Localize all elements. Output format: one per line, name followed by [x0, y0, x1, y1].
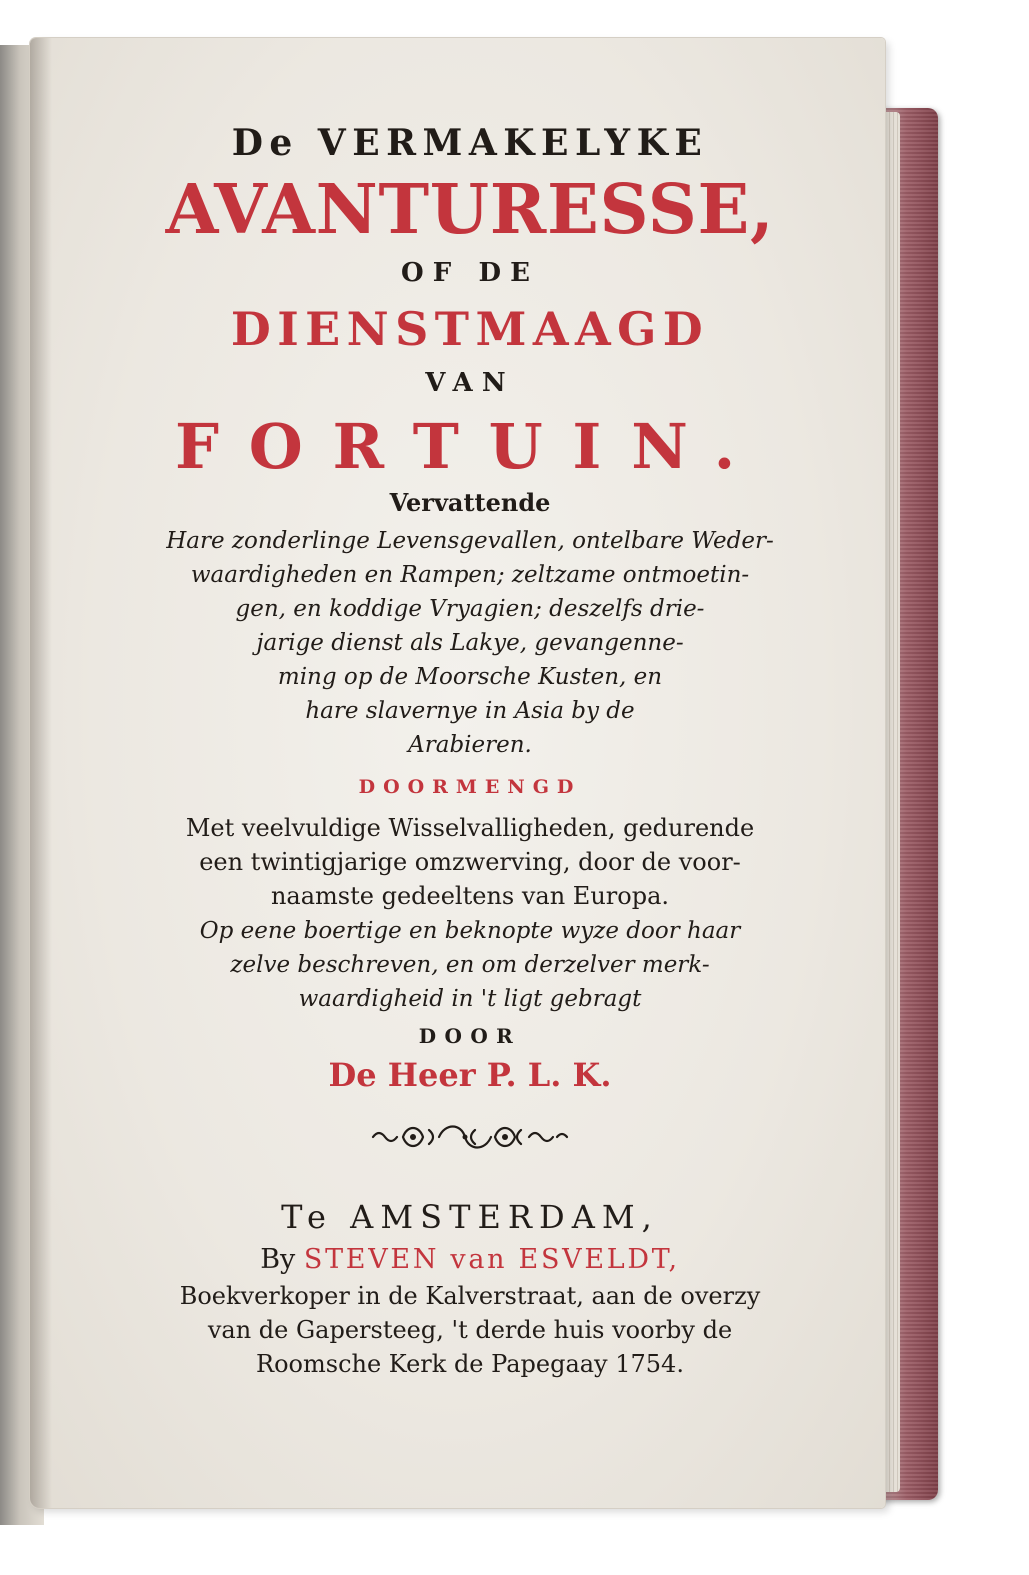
imprint-city: Te AMSTERDAM, [281, 1198, 659, 1236]
description-line-6: hare slavernye in Asia by de [305, 698, 635, 724]
description-line-2: waardigheden en Rampen; zeltzame ontmoetin- [190, 562, 750, 588]
title-line-1: De VERMAKELYKE [231, 122, 709, 164]
imprint-line-2: van de Gapersteeg, 't derde huis voorby de [207, 1316, 733, 1344]
title-line-2: AVANTURESSE, [165, 170, 775, 250]
title-line-5: VAN [425, 368, 515, 398]
description-line-4: jarige dienst als Lakye, gevangenne- [256, 630, 684, 656]
description-line-7: Arabieren. [408, 732, 532, 758]
doormengd-line-3: naamste gedeeltens van Europa. [270, 882, 670, 910]
imprint-publisher-line [110, 1244, 830, 1275]
imprint-publisher: STEVEN van ESVELDT, [303, 1244, 680, 1275]
doormengd-heading: DOORMENGD [358, 776, 582, 798]
doormengd-line-1: Met veelvuldige Wisselvalligheden, gedurende [185, 814, 755, 842]
manner-line-3: waardigheid in 't ligt gebragt [298, 986, 642, 1012]
imprint-line-3: Roomsche Kerk de Papegaay 1754. [256, 1350, 684, 1378]
title-line-4: DIENSTMAAGD [230, 302, 710, 356]
description-line-5: ming op de Moorsche Kusten, en [277, 664, 663, 690]
title-line-3: OF DE [400, 258, 540, 288]
description-line-3: gen, en koddige Vryagien; deszelfs drie- [235, 596, 705, 622]
doormengd-line-2: een twintigjarige omzwerving, door de voor- [199, 848, 741, 876]
page-gutter-shadow [30, 38, 52, 1508]
description-line-1: Hare zonderlinge Levensgevallen, ontelbare Weder- [166, 528, 774, 554]
manner-line-1: Op eene boertige en beknopte wyze door haar [199, 918, 741, 944]
imprint-by: By [260, 1244, 296, 1275]
title-line-6: FORTUIN. [174, 410, 766, 483]
door-heading: DOOR [418, 1024, 522, 1048]
title-page [30, 38, 885, 1508]
manner-line-2: zelve beschreven, en om derzelver merk- [230, 952, 710, 978]
author-line: De Heer P. L. K. [328, 1056, 612, 1094]
fleuron-ornament-icon [365, 1120, 575, 1154]
imprint-line-1: Boekverkoper in de Kalverstraat, aan de overzy [179, 1282, 761, 1310]
subtitle-heading: Vervattende [389, 488, 551, 517]
